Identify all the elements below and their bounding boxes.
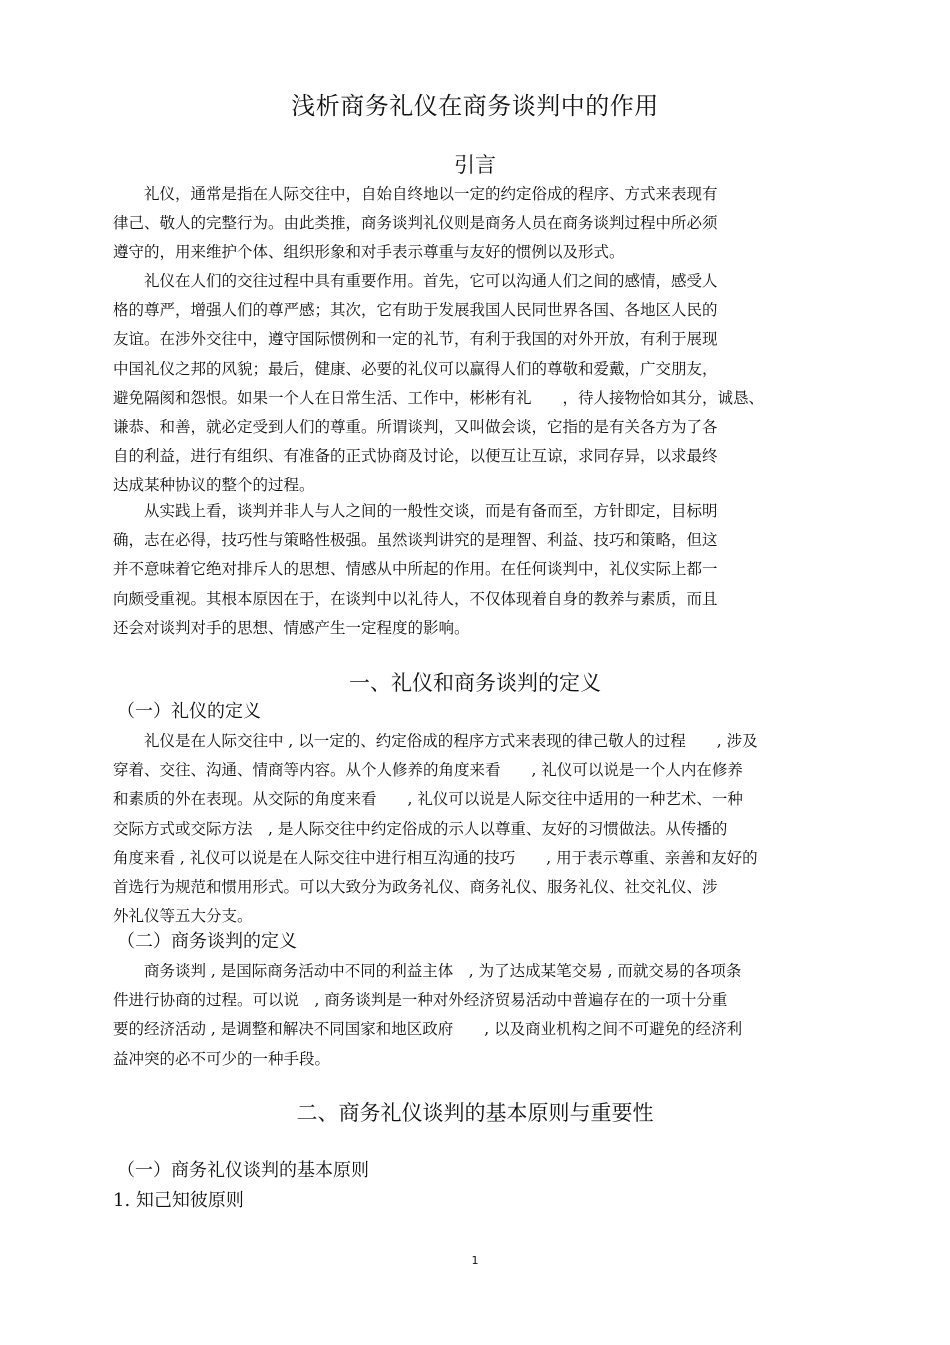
text-line: 避免隔阂和怨恨。如果一个人在日常生活、工作中，彬彬有礼 ，待人接物恰如其分，诚恳、 [113,388,765,407]
text-line: 礼仪在人们的交往过程中具有重要作用。首先，它可以沟通人们之间的感情，感受人 [113,272,718,290]
section-1-heading: 一、礼仪和商务谈判的定义 [349,671,601,695]
text-line: 礼仪，通常是指在人际交往中，自始自终地以一定的约定俗成的程序、方式来表现有 [113,185,718,203]
text-line: 律己、敬人的完整行为。由此类推，商务谈判礼仪则是商务人员在商务谈判过程中所必须 [113,214,718,233]
text-line: 交际方式或交际方法 , 是人际交往中约定俗成的示人以尊重、友好的习惯做法。从传播的 [113,819,728,838]
text-line: 穿着、交往、沟通、情商等内容。从个人修养的角度来看 , 礼仪可以说是一个人内在修养 [113,761,743,780]
text-line: 商务谈判 , 是国际商务活动中不同的利益主体 , 为了达成某笔交易 , 而就交易的各项条 [113,962,742,980]
principle-item-1: 1. 知己知彼原则 [113,1190,244,1211]
text-line: 遵守的，用来维护个体、组织形象和对手表示尊重与友好的惯例以及形式。 [113,243,625,262]
text-line: 并不意味着它绝对排斥人的思想、情感从中所起的作用。在任何谈判中，礼仪实际上都一 [113,560,718,579]
section-1-sub-1-heading: （一）礼仪的定义 [117,701,261,722]
text-line: 要的经济活动 , 是调整和解决不同国家和地区政府 , 以及商业机构之间不可避免的经济利 [113,1020,743,1039]
section-2-heading: 二、商务礼仪谈判的基本原则与重要性 [296,1101,654,1125]
text-line: 谦恭、和善，就必定受到人们的尊重。所谓谈判，又叫做会谈，它指的是有关各方为了各 [113,418,718,437]
page-number: 1 [471,1254,479,1267]
text-line: 礼仪是在人际交往中 , 以一定的、约定俗成的程序方式来表现的律己敬人的过程 , 涉及 [113,732,758,750]
text-line: 益冲突的必不可少的一种手段。 [113,1049,331,1068]
text-line: 中国礼仪之邦的风貌；最后，健康、必要的礼仪可以赢得人们的尊敬和爱戴，广交朋友， [113,359,718,378]
intro-paragraph-3 [113,497,858,643]
text-line: 外礼仪等五大分支。 [113,907,253,926]
intro-heading: 引言 [454,153,496,177]
text-line: 首选行为规范和惯用形式。可以大致分为政务礼仪、商务礼仪、服务礼仪、社交礼仪、涉 [113,878,718,897]
intro-paragraph-2 [113,267,858,501]
document-title: 浅析商务礼仪在商务谈判中的作用 [291,92,659,120]
text-line: 达成某种协议的整个的过程。 [113,476,315,495]
text-line: 格的尊严，增强人们的尊严感；其次，它有助于发展我国人民同世界各国、各地区人民的 [113,301,718,320]
text-line: 确，志在必得，技巧性与策略性极强。虽然谈判讲究的是理智、利益、技巧和策略，但这 [113,531,718,550]
negotiation-definition-paragraph [113,957,858,1074]
text-line: 和素质的外在表现。从交际的角度来看 , 礼仪可以说是人际交往中适用的一种艺术、一种 [113,790,743,809]
text-line: 还会对谈判对手的思想、情感产生一定程度的影响。 [113,618,470,637]
text-line: 件进行协商的过程。可以说 , 商务谈判是一种对外经济贸易活动中普遍存在的一项十分重 [113,991,728,1010]
text-line: 友谊。在涉外交往中，遵守国际惯例和一定的礼节，有利于我国的对外开放，有利于展现 [113,330,718,349]
text-line: 从实践上看，谈判并非人与人之间的一般性交谈，而是有备而至，方针即定，目标明 [113,502,718,520]
text-line: 自的利益，进行有组织、有准备的正式协商及讨论，以便互让互谅，求同存异，以求最终 [113,447,718,466]
text-line: 角度来看 , 礼仪可以说是在人际交往中进行相互沟通的技巧 , 用于表示尊重、亲善和友好的 [113,848,758,867]
section-1-sub-2-heading: （二）商务谈判的定义 [117,931,297,952]
section-2-sub-1-heading: （一）商务礼仪谈判的基本原则 [117,1160,369,1181]
intro-paragraph-1 [113,180,858,268]
text-line: 向颇受重视。其根本原因在于，在谈判中以礼待人，不仅体现着自身的教养与素质，而且 [113,589,718,608]
etiquette-definition-paragraph [113,727,858,931]
